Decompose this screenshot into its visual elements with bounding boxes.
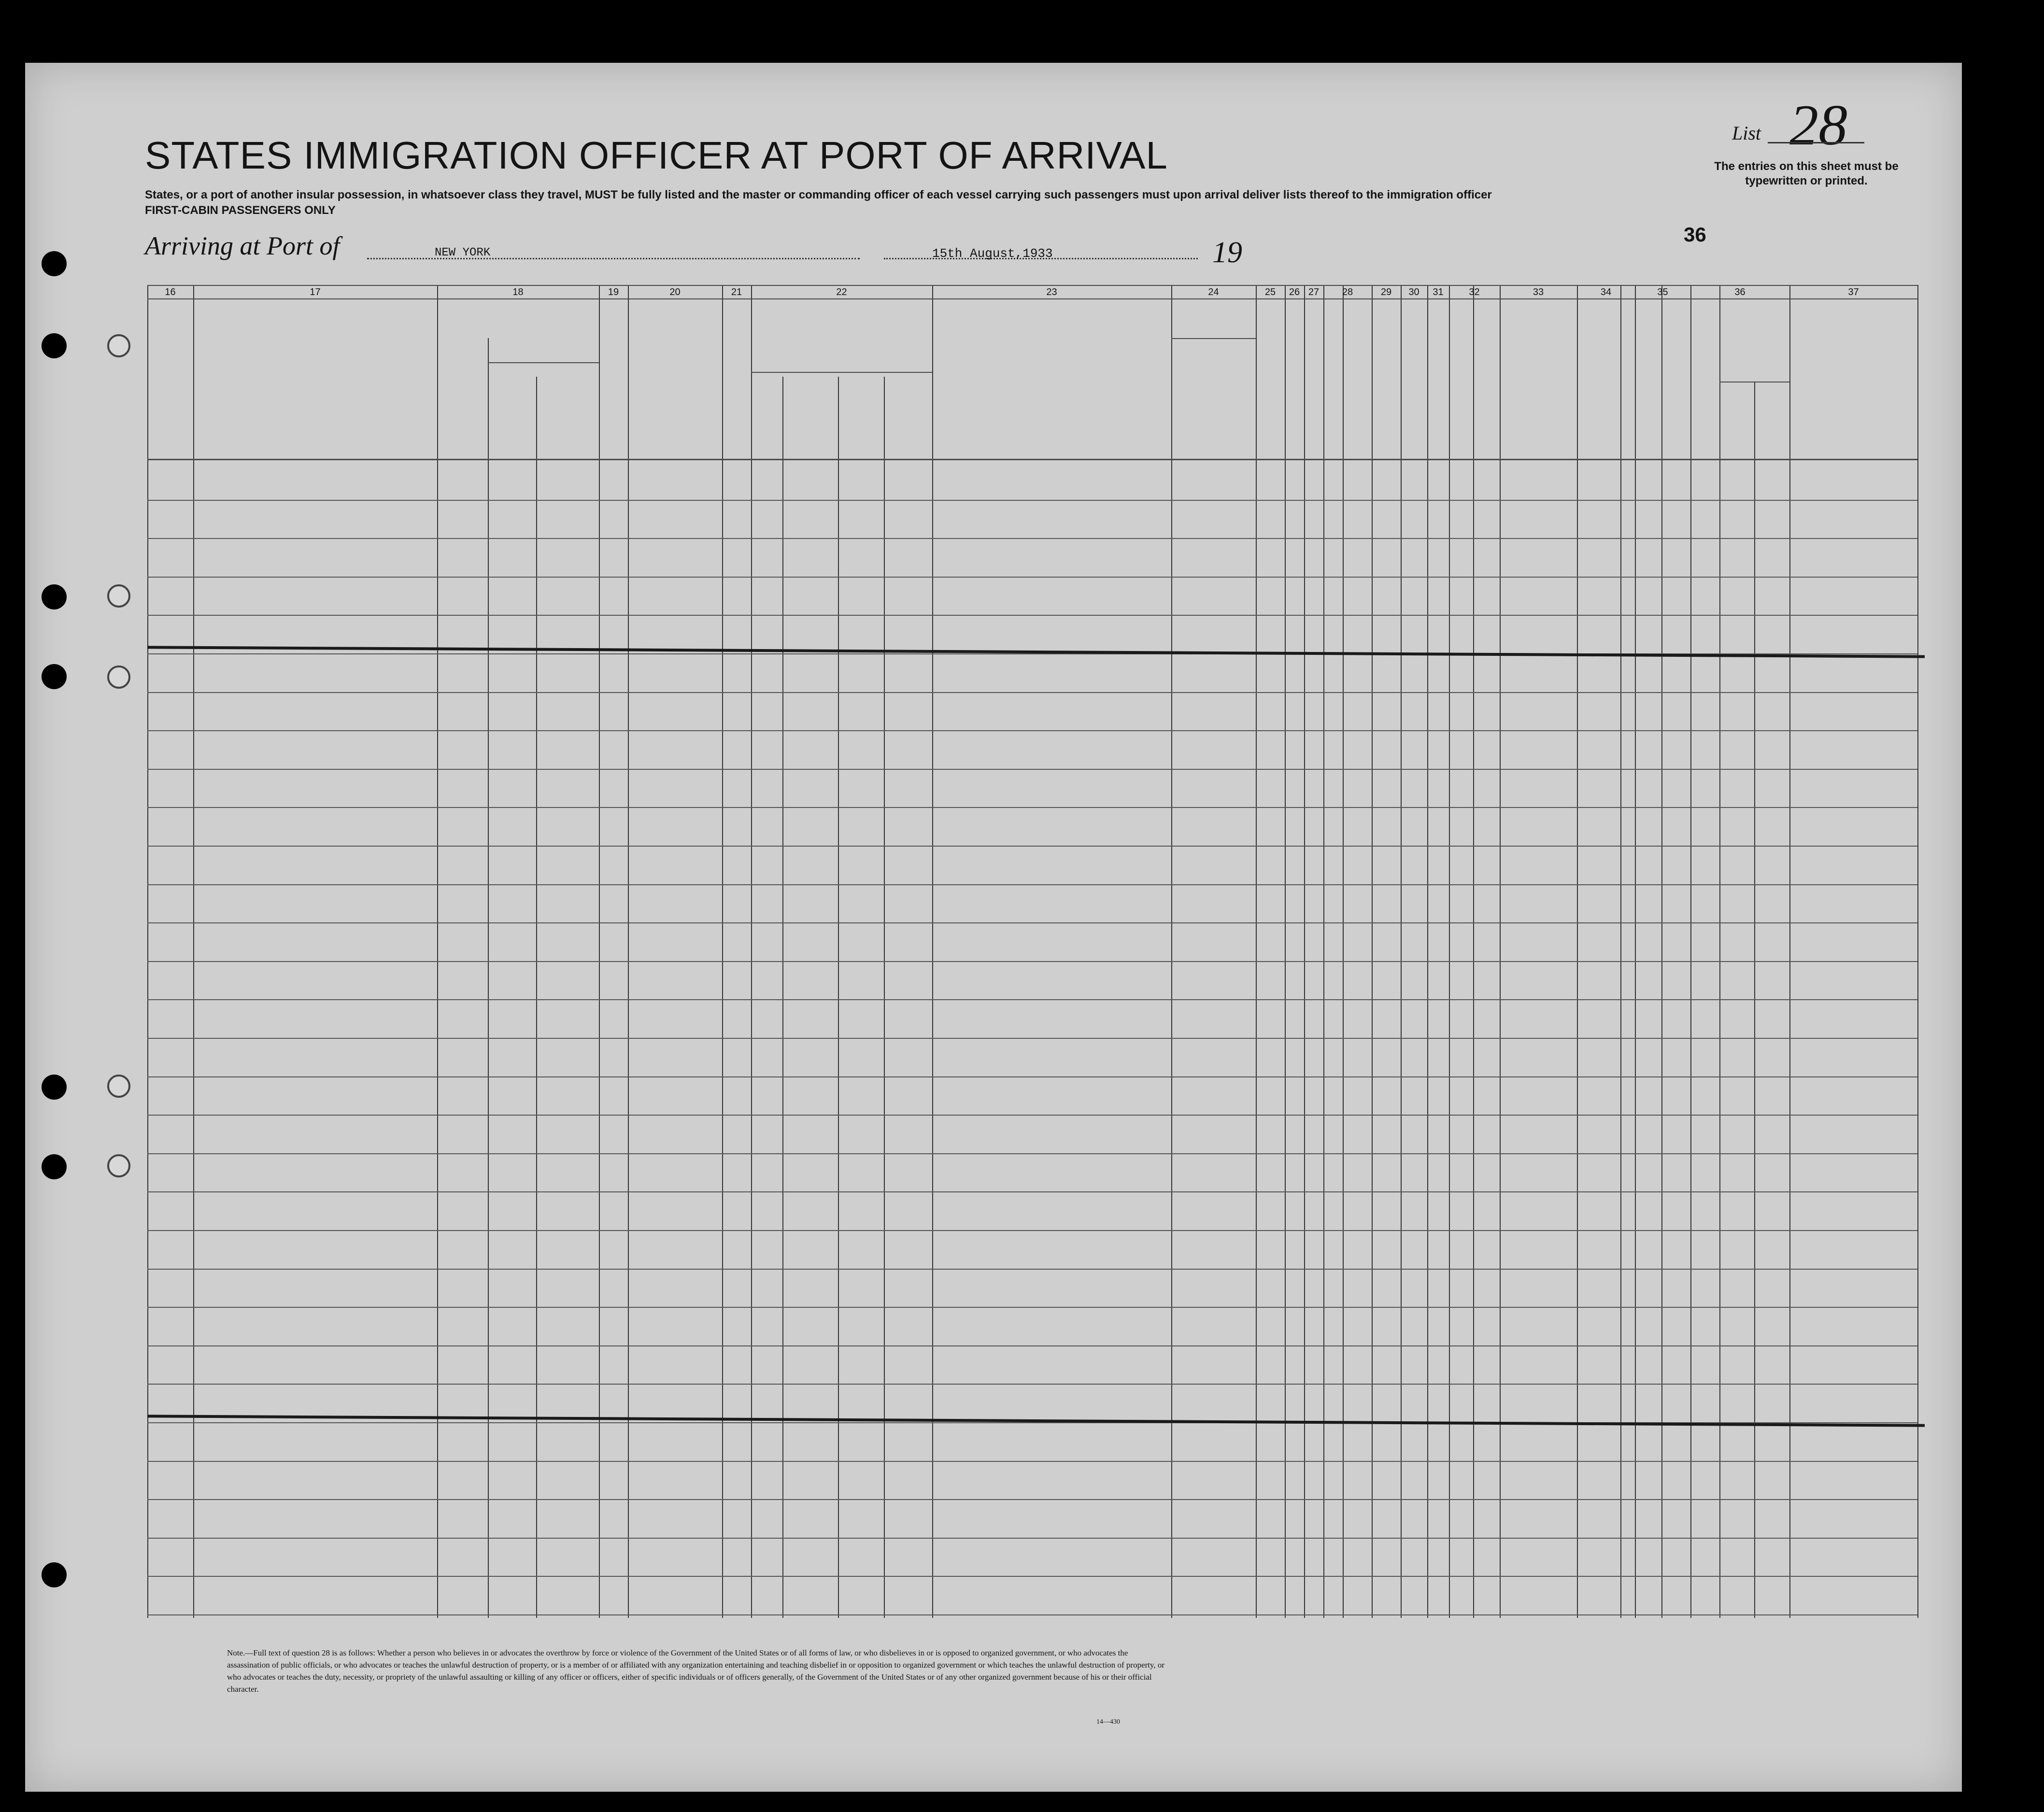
column-rule — [884, 377, 885, 1618]
column-rule — [1620, 285, 1621, 1618]
column-header-col-30 — [1403, 338, 1418, 454]
column-rule — [838, 377, 839, 1618]
column-number: 19 — [608, 287, 619, 297]
column-rule — [1401, 285, 1402, 1618]
row-rule — [147, 1115, 1917, 1116]
row-rule — [147, 692, 1917, 693]
column-number: 17 — [310, 287, 321, 297]
column-header-col-28 — [1326, 338, 1349, 454]
column-number: 29 — [1380, 287, 1392, 297]
column-number: 22 — [836, 287, 847, 297]
column-rule — [536, 377, 537, 1618]
column-header-col-19 — [603, 309, 617, 454]
row-rule — [147, 538, 1917, 539]
row-rule — [147, 1076, 1917, 1077]
column-number: 23 — [1046, 287, 1057, 297]
table-rule — [147, 459, 1917, 460]
row-rule — [147, 807, 1917, 808]
column-rule — [1690, 285, 1691, 1618]
sheet-number: 36 — [1684, 223, 1706, 246]
table-rule — [751, 372, 932, 373]
column-rule — [1449, 285, 1450, 1618]
column-number: 28 — [1342, 287, 1353, 297]
table-rule — [147, 298, 1917, 299]
row-rule — [147, 1499, 1917, 1500]
binder-ring — [107, 665, 130, 689]
table-rule — [147, 285, 1917, 286]
column-number: 25 — [1264, 287, 1276, 297]
row-rule — [147, 1153, 1917, 1154]
column-rule — [193, 285, 194, 1618]
column-header-col-26 — [1289, 338, 1303, 454]
column-number: 35 — [1657, 287, 1668, 297]
column-number: 24 — [1208, 287, 1219, 297]
column-rule — [1661, 285, 1662, 1618]
table-rule — [488, 362, 599, 363]
column-rule — [1473, 285, 1474, 1618]
binder-hole — [42, 1562, 67, 1587]
column-rule — [782, 377, 783, 1618]
column-rule — [1917, 285, 1918, 1618]
binder-ring — [107, 1075, 130, 1098]
row-rule — [147, 1538, 1917, 1539]
column-number: 27 — [1308, 287, 1320, 297]
column-number: 32 — [1469, 287, 1480, 297]
column-rule — [1372, 285, 1373, 1618]
arrival-date: 15th August,1933 — [932, 246, 1053, 261]
column-header-col-24a — [1175, 357, 1198, 454]
binder-hole — [42, 1154, 67, 1179]
binder-hole — [42, 584, 67, 609]
column-rule — [1577, 285, 1578, 1618]
column-rule — [1500, 285, 1501, 1618]
column-number: 30 — [1408, 287, 1419, 297]
column-rule — [1427, 285, 1428, 1618]
footnote: Note.—Full text of question 28 is as follows: Whether a person who believes in or advocates the overthrow by force or violence of the Government of the United States or of all forms of law, or who disbelieves in or is opposed to organized government, or who advocates the assassination of public officials, or who advocates or teaches the unlawful destruction of property, or is a member of or affiliated with any organization entertaining and teaching disbelief in or opposition to organized government or which teaches the unlawful destruction of property, or who advocates or teaches the duty, necessity, or propriety of the unlawful assaulting or killing of any officer or officers, either of specific individuals or of officers generally, of the Government of the United States or of any other organized government because of his or their official character. — [227, 1648, 1165, 1694]
row-rule — [147, 884, 1917, 885]
column-number: 26 — [1289, 287, 1300, 297]
row-rule — [147, 1307, 1917, 1308]
row-rule — [147, 1230, 1917, 1231]
column-header-col-25 — [1258, 338, 1273, 454]
column-number: 18 — [512, 287, 524, 297]
column-rule — [1323, 285, 1324, 1618]
column-number: 31 — [1433, 287, 1444, 297]
column-rule — [1789, 285, 1790, 1618]
column-number: 16 — [165, 287, 176, 297]
column-number: 20 — [669, 287, 681, 297]
column-number: 36 — [1734, 287, 1746, 297]
form-number: 14—430 — [1096, 1718, 1120, 1726]
row-rule — [147, 730, 1917, 731]
binder-hole — [42, 664, 67, 689]
list-underline — [1768, 142, 1864, 143]
column-rule — [1285, 285, 1286, 1618]
column-number: 37 — [1848, 287, 1859, 297]
row-rule — [147, 1614, 1917, 1615]
row-rule — [147, 500, 1917, 501]
row-rule — [147, 1345, 1917, 1346]
row-rule — [147, 615, 1917, 616]
port-value: NEW YORK — [435, 246, 491, 259]
binder-ring — [107, 1154, 130, 1177]
row-rule — [147, 922, 1917, 923]
row-rule — [147, 1384, 1917, 1385]
binder-hole — [42, 251, 67, 276]
column-header-col-24c — [1232, 357, 1246, 454]
column-rule — [147, 285, 148, 1618]
column-header-col-29 — [1374, 338, 1389, 454]
column-number: 21 — [731, 287, 742, 297]
column-number: 33 — [1533, 287, 1544, 297]
column-header-col-31 — [1429, 338, 1443, 454]
row-rule — [147, 577, 1917, 578]
page-subtitle: States, or a port of another insular possession, in whatsoever class they travel, MUST be fully listed and the master or commanding officer of each vessel carrying such passengers must upon arrival deliver lists thereof to the immigration officer — [145, 188, 1492, 201]
binder-hole — [42, 333, 67, 358]
row-rule — [147, 769, 1917, 770]
row-rule — [147, 1269, 1917, 1270]
column-rule — [1635, 362, 1636, 1618]
column-rule — [1171, 285, 1172, 1618]
row-rule — [147, 961, 1917, 962]
column-header-col-21 — [724, 309, 739, 454]
table-rule — [1171, 338, 1256, 339]
row-rule — [147, 1191, 1917, 1192]
column-rule — [488, 338, 489, 1618]
typewritten-instruction: The entries on this sheet must be typewritten or printed. — [1714, 160, 1899, 187]
row-rule — [147, 999, 1917, 1000]
row-rule — [147, 1038, 1917, 1039]
row-rule — [147, 846, 1917, 847]
manifest-sheet — [25, 63, 1962, 1792]
column-header-col-27 — [1308, 338, 1322, 454]
row-rule — [147, 1461, 1917, 1462]
binder-hole — [42, 1075, 67, 1100]
column-rule — [1256, 285, 1257, 1618]
binder-ring — [107, 334, 130, 357]
row-rule — [147, 1576, 1917, 1577]
binder-ring — [107, 584, 130, 608]
column-number: 34 — [1600, 287, 1612, 297]
list-label: List — [1732, 122, 1761, 144]
column-header-col-24b — [1203, 357, 1217, 454]
column-rule — [932, 285, 933, 1618]
arriving-label: Arriving at Port of — [145, 231, 340, 260]
passenger-class: FIRST-CABIN PASSENGERS ONLY — [145, 204, 336, 217]
page-title: STATES IMMIGRATION OFFICER AT PORT OF ARRIVAL — [145, 134, 1168, 177]
list-number: 28 — [1789, 93, 1847, 157]
column-rule — [1343, 285, 1344, 1618]
column-rule — [1304, 285, 1305, 1618]
year-prefix: 19 — [1212, 236, 1242, 269]
